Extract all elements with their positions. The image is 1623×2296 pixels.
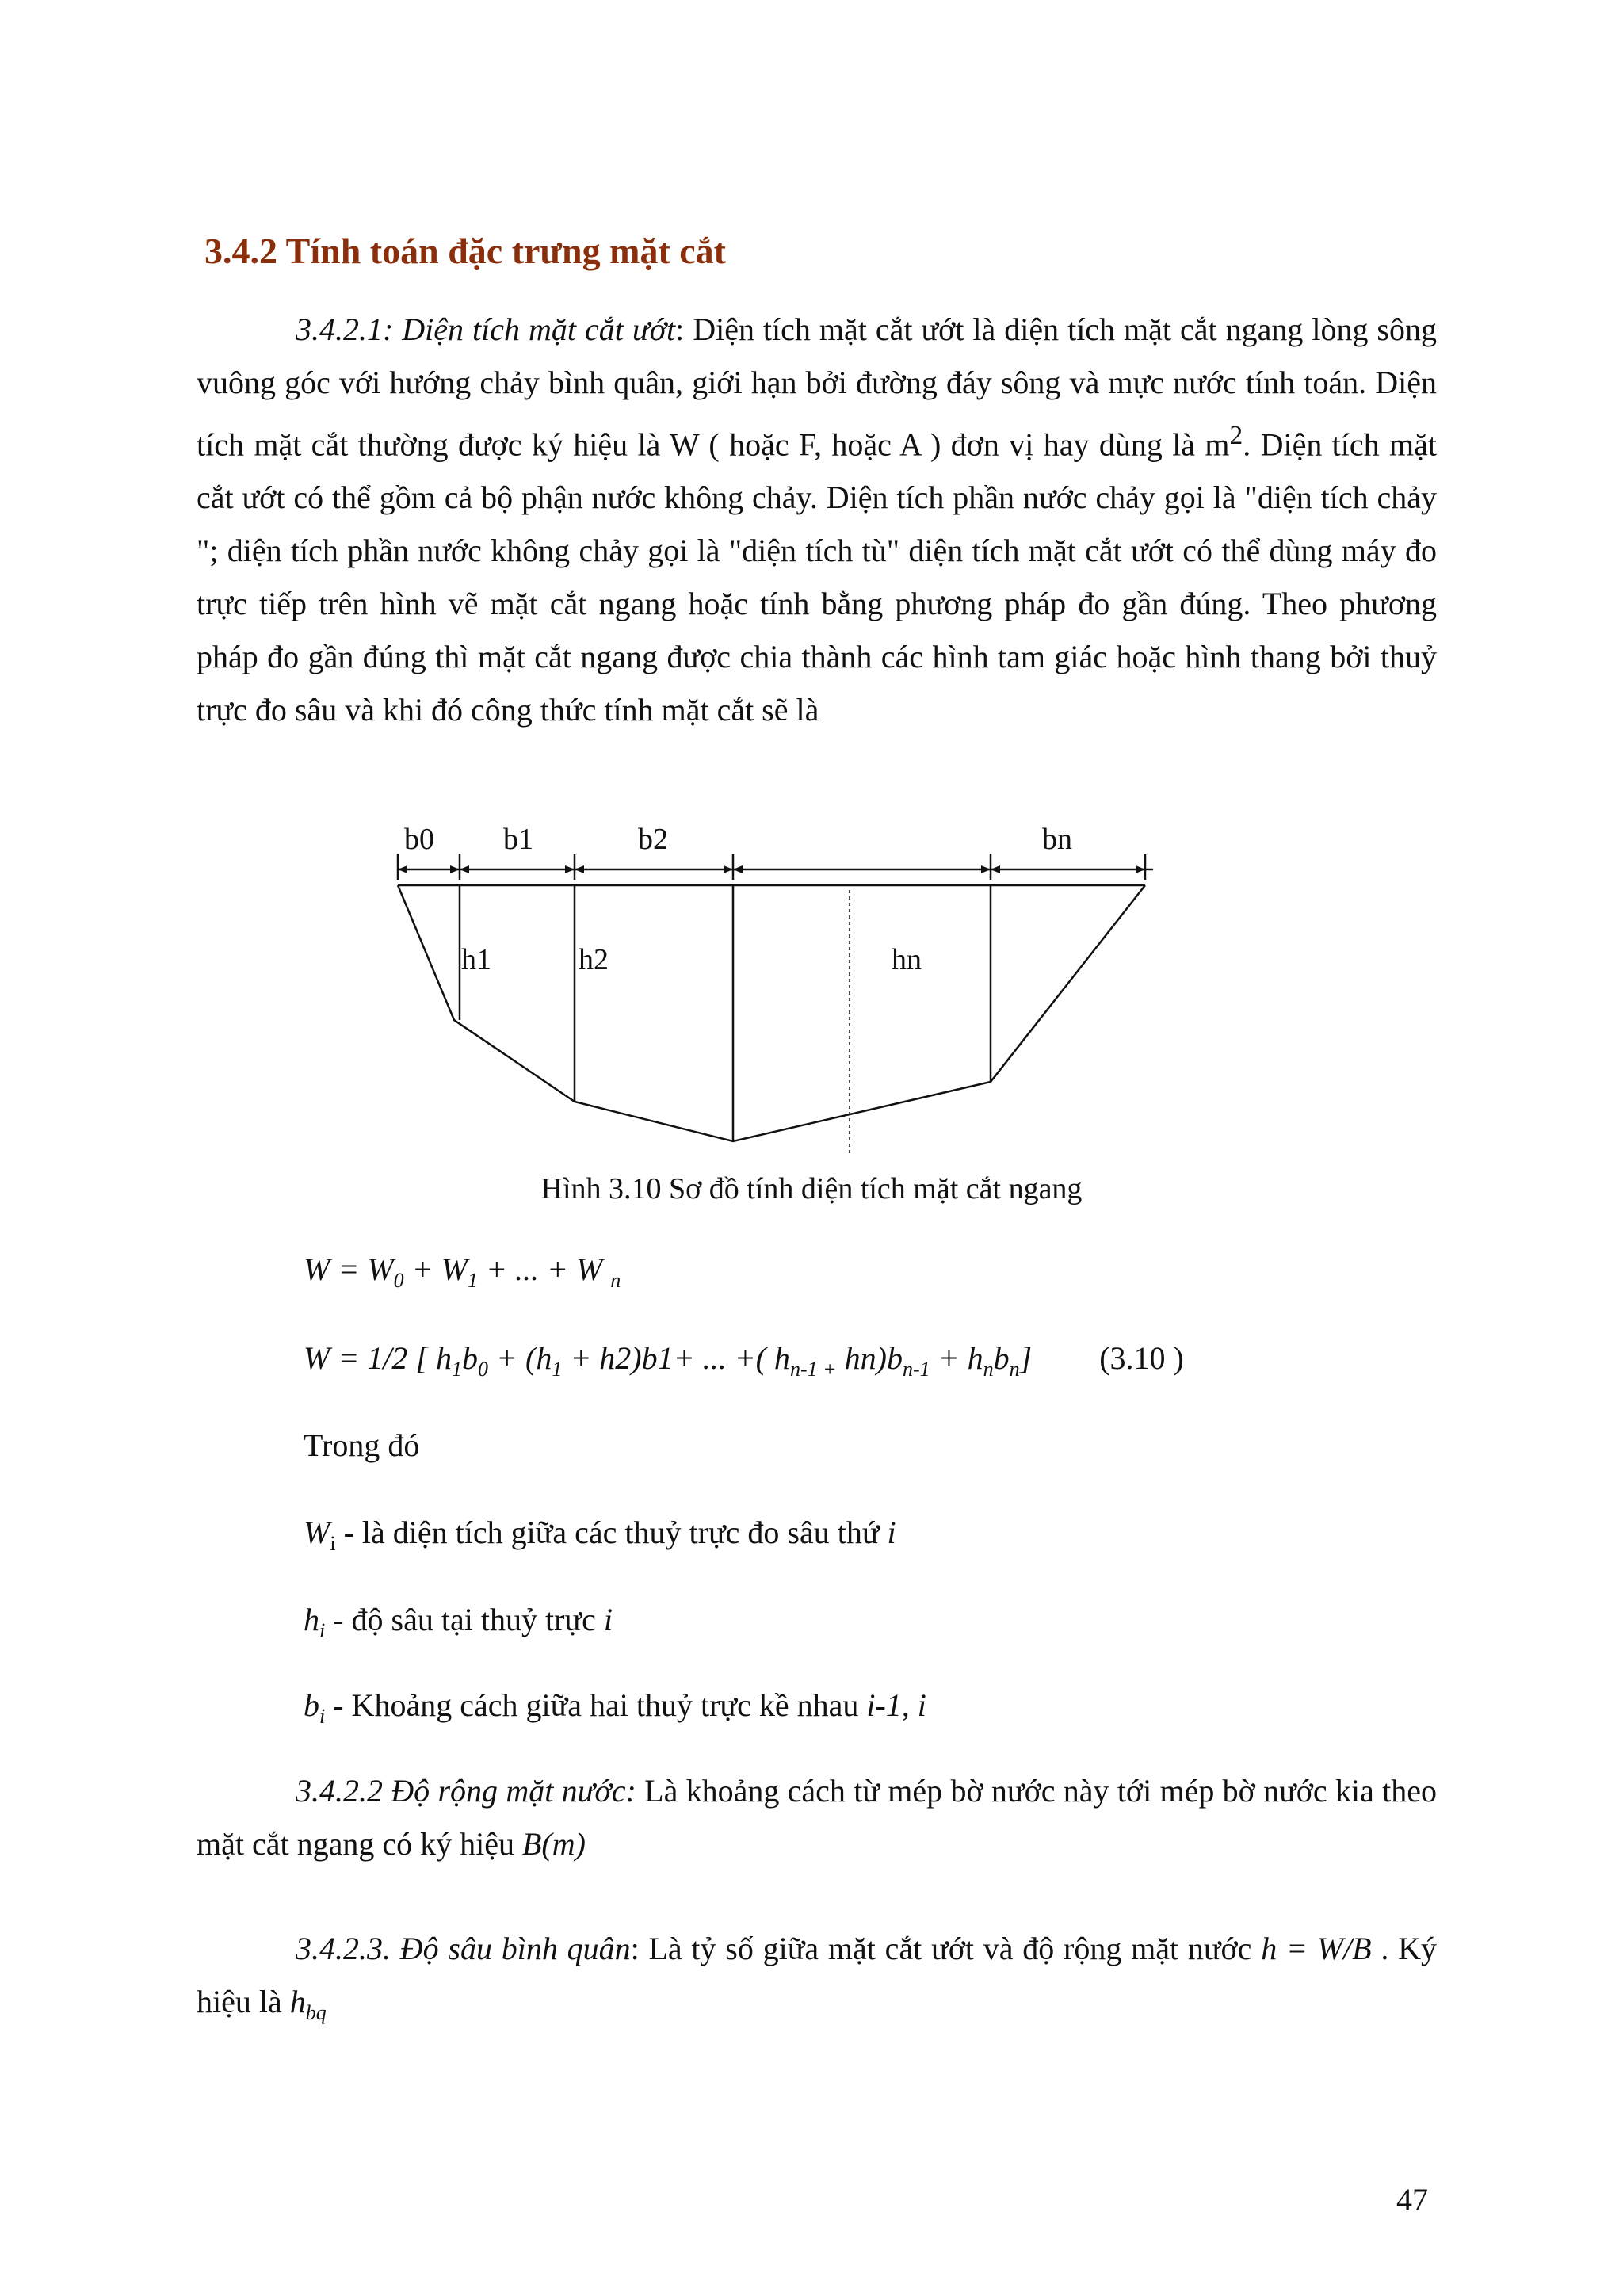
equation-number: (3.10 ) [1099,1340,1184,1376]
where-label: Trong đó [304,1427,420,1463]
label-h2: h2 [579,943,609,976]
cross-section-figure [380,812,1173,1169]
definition-h: $h_i$ - độ sâu tại thuỷ trực i [304,1602,613,1642]
page-number: 47 [1396,2182,1428,2218]
term-water-width: 3.4.2.2 Độ rộng mặt nước: [296,1773,636,1809]
label-h1: h1 [461,943,491,976]
paragraph-water-width: 3.4.2.2 Độ rộng mặt nước: Là khoảng cách từ mép bờ nước này tới mép bờ nước kia theo mặt cắt ngang có ký hiệu B(m) [197,1773,1437,1862]
river-bed-line [398,885,1145,1141]
paragraph-mean-depth: 3.4.2.3. Độ sâu bình quân: Là tỷ số giữa mặt cắt ướt và độ rộng mặt nước h = W/B . Ký hiệu là $h_{bq}$ [197,1931,1438,2024]
text-a: : Diện tích mặt cắt ướt là diện tích mặt cắt ngang lòng sông vuông góc với hướng chảy bình quân, giới hạn bởi đường đáy sông và mực nước tính toán. Diện tích mặt cắt thường được ký hiệu là W ( hoặc F, hoặc A ) đơn vị hay dùng là m [197,311,1437,463]
label-b0: b0 [404,823,434,856]
equation-sum: $W = W_0 + W_1$ + ... + W $_n$ [304,1251,621,1292]
term-mean-depth: 3.4.2.3. Độ sâu bình quân [296,1931,631,1966]
label-b1: b1 [503,823,533,856]
figure-caption: Hình 3.10 Sơ đồ tính diện tích mặt cắt ngang [540,1172,1083,1205]
superscript: 2 [1229,421,1243,450]
label-bn: bn [1042,823,1072,856]
section-heading: 3.4.2 Tính toán đặc trưng mặt cắt [204,231,726,271]
cross-section-diagram [380,812,1173,1169]
definition-b: $b_i$ - Khoảng cách giữa hai thuỷ trực kề nhau i-1, i [304,1687,926,1728]
text-b: . Diện tích mặt cắt ướt có thể gồm cả bộ phận nước không chảy. Diện tích phần nước chảy gọi là "diện tích chảy "; diện tích phần nước không chảy gọi là "diện tích tù" diện tích mặt cắt ướt có thể dùng máy đo trực tiếp trên hình vẽ mặt cắt ngang hoặc tính bằng phương pháp đo gần đúng. Theo phương pháp đo gần đúng thì mặt cắt ngang được chia thành các hình tam giác hoặc hình thang bởi thuỷ trực đo sâu và khi đó công thức tính mặt cắt sẽ là [197,426,1437,728]
definition-w: $W_i$ - là diện tích giữa các thuỷ trực đo sâu thứ i [304,1515,896,1555]
equation-3-10: W = 1/2 [ $h_1b_0 + (h_1 + h2)b1+$ ... +( $h_{n-1 +}$ $hn)b_{n-1} + h_nb_n$] (3.10 ) [304,1340,1184,1381]
label-b2: b2 [638,823,668,856]
label-hn: hn [892,943,922,976]
term-wetted-area: 3.4.2.1: Diện tích mặt cắt ướt [296,311,676,347]
paragraph-wetted-area [197,303,1437,736]
